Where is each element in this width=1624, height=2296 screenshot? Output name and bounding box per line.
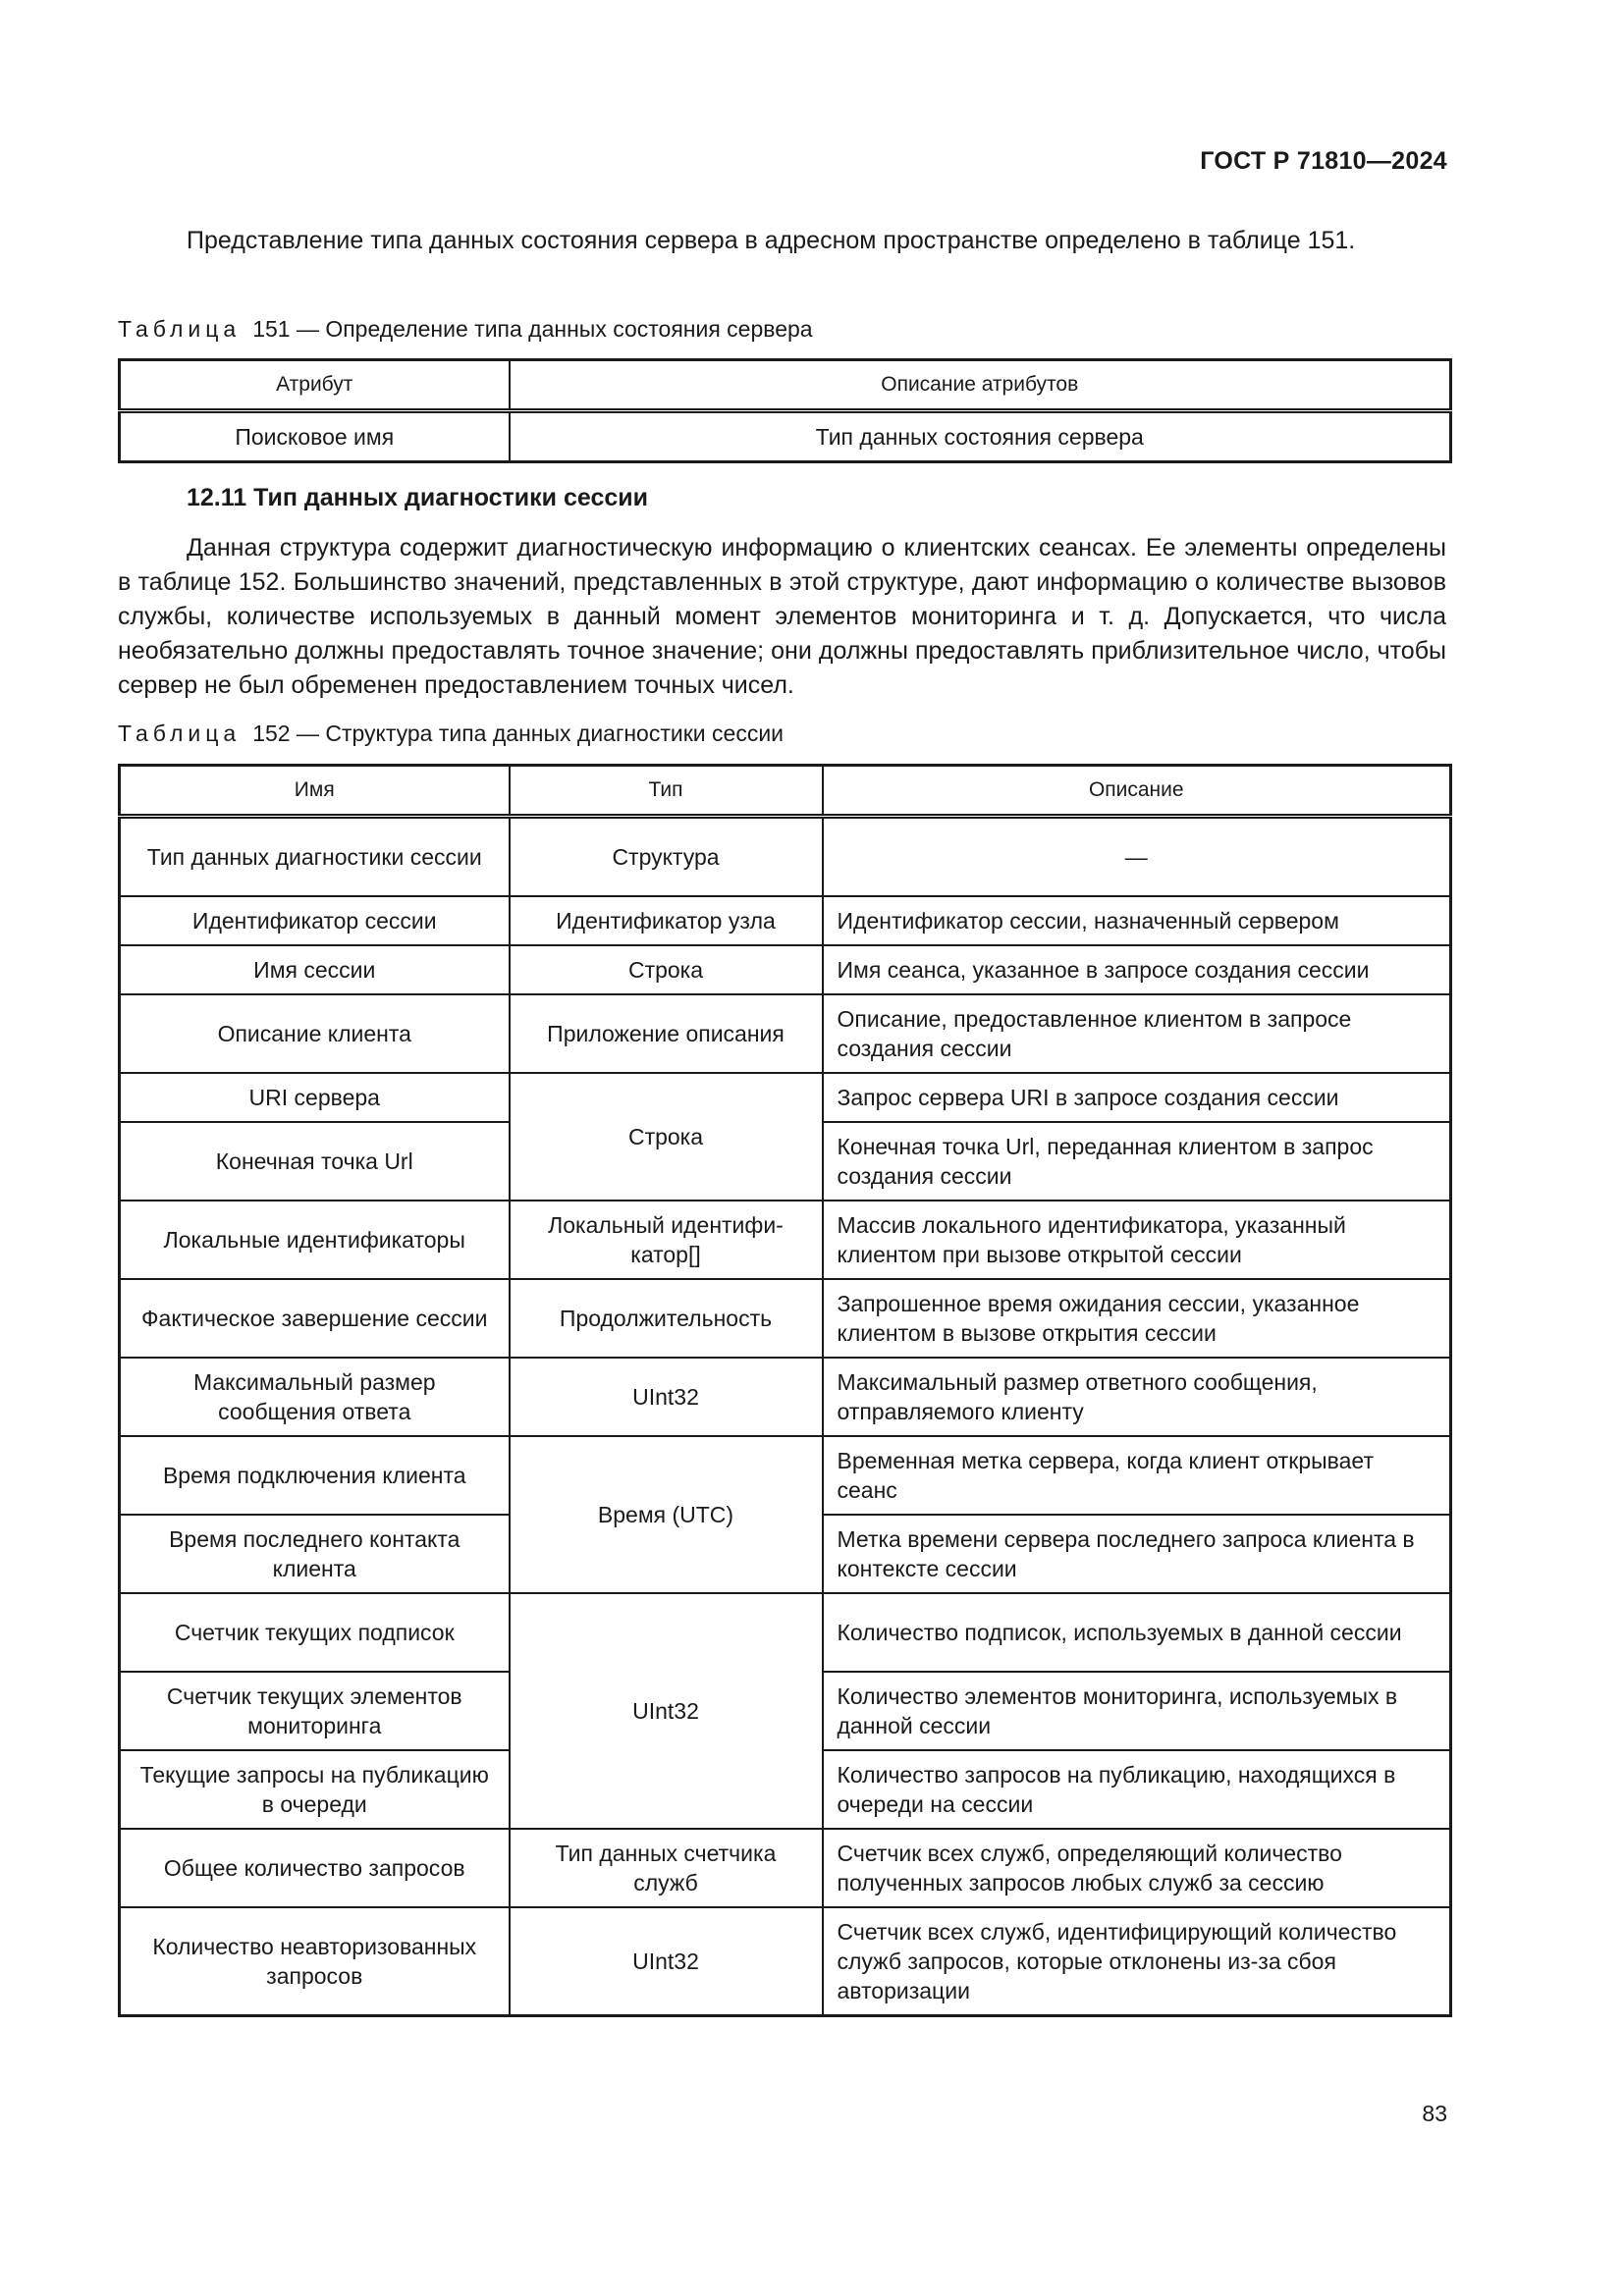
row-name: Фактическое завершение сессии [120,1279,510,1358]
table151-header-description: Описание атрибутов [510,360,1451,411]
table151-caption-label: Таблица [118,316,242,342]
row-description: Идентификатор сессии, назначенный сервером [823,896,1451,945]
row-description: Счетчик всех служб, идентифицирующий количество служб запросов, которые отклонены из-за сбоя авторизации [823,1907,1451,2016]
table-row [120,1436,1451,1515]
document-id: ГОСТ Р 71810—2024 [1200,147,1447,175]
table151-caption-text: 151 — Определение типа данных состояния сервера [252,316,813,342]
row-name: Время подключения клиента [120,1436,510,1515]
table-row [120,411,1451,462]
intro-paragraph: Представление типа данных состояния сервера в адресном пространстве определено в таблице 151. [187,227,1356,254]
row-name: Общее количество запросов [120,1829,510,1907]
row-name: URI сервера [120,1073,510,1122]
table-row [120,1907,1451,2016]
row-description: Массив локального идентификатора, указанный клиентом при вызове открытой сессии [823,1201,1451,1279]
table-row [120,896,1451,945]
row-description: Счетчик всех служб, определяющий количество полученных запросов любых служб за сессию [823,1829,1451,1907]
table151-header-attribute: Атрибут [120,360,510,411]
row-type: Локальный идентифи-катор[] [510,1201,823,1279]
table152-caption-text: 152 — Структура типа данных диагностики сессии [252,721,785,746]
row-type: Тип данных счетчика служб [510,1829,823,1907]
row-type: Идентификатор узла [510,896,823,945]
table-row [120,1279,1451,1358]
table152-header-description: Описание [823,766,1451,817]
row-description: Временная метка сервера, когда клиент открывает сеанс [823,1436,1451,1515]
row-type: Приложение описания [510,994,823,1073]
row-description: Количество элементов мониторинга, используемых в данной сессии [823,1672,1451,1750]
table-151 [118,358,1452,463]
section-title: 12.11 Тип данных диагностики сессии [187,484,648,511]
table-row [120,1073,1451,1122]
row-type: Время (UTC) [510,1436,823,1593]
row-description: Запрос сервера URI в запросе создания сессии [823,1073,1451,1122]
row-name: Время последнего контакта клиента [120,1515,510,1593]
row-name: Текущие запросы на публикацию в очереди [120,1750,510,1829]
row-name: Счетчик текущих подписок [120,1593,510,1672]
table-row [120,1593,1451,1672]
row-type: Продолжительность [510,1279,823,1358]
table-row [120,1829,1451,1907]
table152-header-name: Имя [120,766,510,817]
row-description: Количество запросов на публикацию, находящихся в очереди на сессии [823,1750,1451,1829]
row-description: Метка времени сервера последнего запроса клиента в контексте сессии [823,1515,1451,1593]
row-name: Количество неавторизованных запросов [120,1907,510,2016]
row-description: — [823,817,1451,897]
row-name: Счетчик текущих элементов мониторинга [120,1672,510,1750]
row-type: Строка [510,945,823,994]
row-type: Структура [510,817,823,897]
row-type: Строка [510,1073,823,1201]
table151-caption [118,316,813,343]
row-type: UInt32 [510,1358,823,1436]
row-description: Максимальный размер ответного сообщения, отправляемого клиенту [823,1358,1451,1436]
table-row [120,1201,1451,1279]
table-row [120,1358,1451,1436]
row-type: UInt32 [510,1907,823,2016]
row-name: Конечная точка Url [120,1122,510,1201]
row-name: Тип данных диагностики сессии [120,817,510,897]
table152-caption [118,721,784,747]
table152-header-type: Тип [510,766,823,817]
row-name: Имя сессии [120,945,510,994]
row-name: Максимальный размер сообщения ответа [120,1358,510,1436]
table151-cell-name: Поисковое имя [120,411,510,462]
row-description: Количество подписок, используемых в данной сессии [823,1593,1451,1672]
row-type: UInt32 [510,1593,823,1829]
section-paragraph: Данная структура содержит диагностическую информацию о клиентских сеансах. Ее элементы определены в таблице 152. Большинство значений, представленных в этой структуре, дают информацию о количестве вызовов службы, количестве используемых в данный момент элементов мониторинга и т. д. Допускается, что числа необязательно должны предоставлять точное значение; они должны предоставлять приблизительное число, чтобы сервер не был обременен предоставлением точных чисел. [118,534,1446,699]
row-description: Имя сеанса, указанное в запросе создания сессии [823,945,1451,994]
page-number: 83 [1422,2101,1447,2126]
table151-cell-value: Тип данных состояния сервера [510,411,1451,462]
table-row [120,994,1451,1073]
row-name: Локальные идентификаторы [120,1201,510,1279]
table152-caption-label: Таблица [118,721,242,746]
table-152 [118,764,1452,2017]
row-description: Запрошенное время ожидания сессии, указанное клиентом в вызове открытия сессии [823,1279,1451,1358]
row-name: Идентификатор сессии [120,896,510,945]
table-row [120,945,1451,994]
row-description: Конечная точка Url, переданная клиентом в запрос создания сессии [823,1122,1451,1201]
row-description: Описание, предоставленное клиентом в запросе создания сессии [823,994,1451,1073]
table-row [120,817,1451,897]
row-name: Описание клиента [120,994,510,1073]
